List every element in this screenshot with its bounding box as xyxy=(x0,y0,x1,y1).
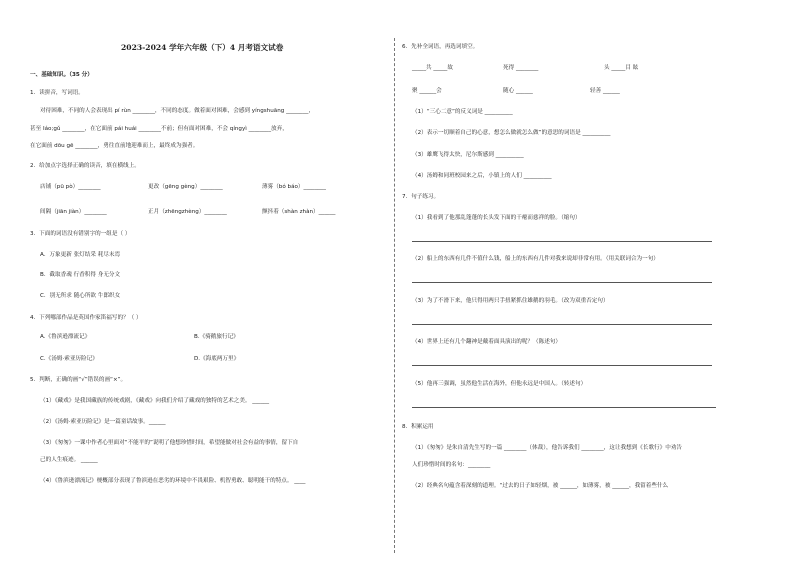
q4-option-b: B.《骑鹅旅行记》 xyxy=(194,334,239,340)
q6-item-2: （2）表示一切顺着自己的心意，想怎么做就怎么做”的意思的词语是 __________ xyxy=(412,130,611,136)
q6-item-1: （1）“三心二意”的反义词是 __________ xyxy=(412,109,513,115)
q6-item-3: （3）雄鹰飞得太快，尼尔斯感到 __________ xyxy=(412,152,524,158)
q7-answer-line-4[interactable] xyxy=(412,365,712,366)
q5-item-3: （3）《匆匆》一课中作者心里面对“不能平的”说明了他想珍惜时间，希望能做对社会有益的事情，留下自 xyxy=(40,440,299,446)
q1-line1: 对待困难，不同的人会表现出 pí rùn ________，不同的态度。做着面对困难，会感到 yíngshuāng ________， xyxy=(40,108,315,114)
q3-option-b: B．截取香魂 行香积得 身无分文 xyxy=(40,272,121,278)
q6-item-4: （4）汤姆和同班校园来之后，小镇上的人们 __________ xyxy=(412,173,552,179)
q7-item-2: （2）船上的东西有几件不值什么钱，船上的东西有几件对我来说却非常有用。（用关联词合为一句） xyxy=(412,256,659,262)
q8-item-2: （2）经典名句蕴含着深刻的道理。“过去的日子如轻烟，被 ______，如薄雾，被 ______，我留着些什么 xyxy=(412,483,669,489)
q8-item-1: （1）《匆匆》是朱自清先生写的一篇 ________（体裁），他告诉我们 ________，这让我想到《长歌行》中劝告 xyxy=(412,445,683,451)
q7-answer-line-2[interactable] xyxy=(412,282,712,283)
paper-title: 2023-2024 学年六年级（下）4 月考语文试卷 xyxy=(121,43,284,52)
q8-stem: 8．积累运用 xyxy=(402,424,434,430)
q2-r1-3: 薄雾（bó báo）________ xyxy=(262,184,326,190)
q2-r1-2: 更改（gēng gèng）________ xyxy=(148,184,223,190)
q7-item-1: （1）我看到了他那乱蓬蓬的长头发下面的干瘪而慈祥的脸。（缩句） xyxy=(412,215,581,221)
q5-item-2: （2）《汤姆·索亚历险记》是一篇童话故事。______ xyxy=(40,419,166,425)
q4-stem: 4．下列哪部作品是英国作家笛福写的？（ ） xyxy=(30,315,142,321)
q3-option-c: C．别无所求 随心所欲 牛郎织女 xyxy=(40,293,121,299)
q5-item-1: （1）《藏戏》是我国藏族的传统戏剧，《藏戏》向我们介绍了藏戏的独特的艺术之美。 ______ xyxy=(40,398,270,404)
q3-stem: 3．下面的词语没有错别字的一组是（ ） xyxy=(30,231,131,237)
q4-option-a: A.《鲁滨逊漂流记》 xyxy=(40,334,91,340)
q7-stem: 7．句子练习。 xyxy=(402,194,440,200)
q7-item-3: （3）为了不滑下来，他只得用两只手扭紧抓住雄鹅的羽毛。（改为双重否定句） xyxy=(412,298,609,304)
column-divider xyxy=(394,38,395,553)
q5-item-3b: 己的人生痕迹。 ______ xyxy=(40,457,98,463)
q7-answer-line-5[interactable] xyxy=(412,407,716,408)
q6-r1-1: _____共 _____故 xyxy=(412,65,453,71)
q6-r1-2: 死得 ________ xyxy=(503,65,539,71)
q6-r1-3: 头 _____目 眩 xyxy=(604,65,639,71)
q2-r2-3: 颤抖着（shàn zhàn）______ xyxy=(262,209,336,215)
q2-r1-1: 店铺（pū pò）________ xyxy=(40,184,101,190)
q8-item-1b: 人们珍惜时间的名句：________ xyxy=(412,462,491,468)
q2-r2-1: 间隔（jiān jiàn）________ xyxy=(40,209,107,215)
q6-stem: 6．先补全词语，再选词填空。 xyxy=(402,44,479,50)
q1-stem: 1．读拼音，写词语。 xyxy=(30,90,84,96)
q6-r2-1: 聚 ______会 xyxy=(412,88,442,94)
q5-item-4: （4）《鲁滨逊漂流记》梗概部分表现了鲁滨逊在恶劣的环境中不畏艰险、机智勇敢、聪明能干的特点。 ____ xyxy=(40,478,306,484)
q4-option-d: D.《海底两万里》 xyxy=(194,356,240,362)
section1-heading: 一、基础知识。（35 分） xyxy=(30,72,93,78)
q3-option-a: A．万象更新 张灯结采 耗尽末焉 xyxy=(40,252,121,258)
q5-stem: 5．判断，正确的画“√”错误的画“×”。 xyxy=(30,377,127,383)
q7-item-4: （4）世界上还有几个翻神是戴着面具演出的呢？（陈述句） xyxy=(412,339,561,345)
q6-r2-3: 轻善 ______ xyxy=(590,88,620,94)
q2-stem: 2．给加点字选择正确的读音，填在横线上。 xyxy=(30,163,140,169)
q7-answer-line-3[interactable] xyxy=(412,324,712,325)
q7-item-5: （5）他再三强调，虽然他生活在海外，但他永远是中国人。（转述句） xyxy=(412,381,587,387)
q4-option-c: C.《汤姆·索亚历险记》 xyxy=(40,356,98,362)
q1-line2: 甚至 Iáo;gǔ ________，在它面前 pái huái ________不前；但有面对困难，不会 qíngyì ________放弃， xyxy=(30,126,288,132)
q1-line3: 在它面前 dōu gē ________，勇往直前地迎难而上，最终成为强者。 xyxy=(30,143,199,149)
q6-r2-2: 随心 ______ xyxy=(503,88,533,94)
q2-r2-2: 正月（zhēngzhèng）________ xyxy=(148,209,227,215)
q7-answer-line-1[interactable] xyxy=(412,241,712,242)
